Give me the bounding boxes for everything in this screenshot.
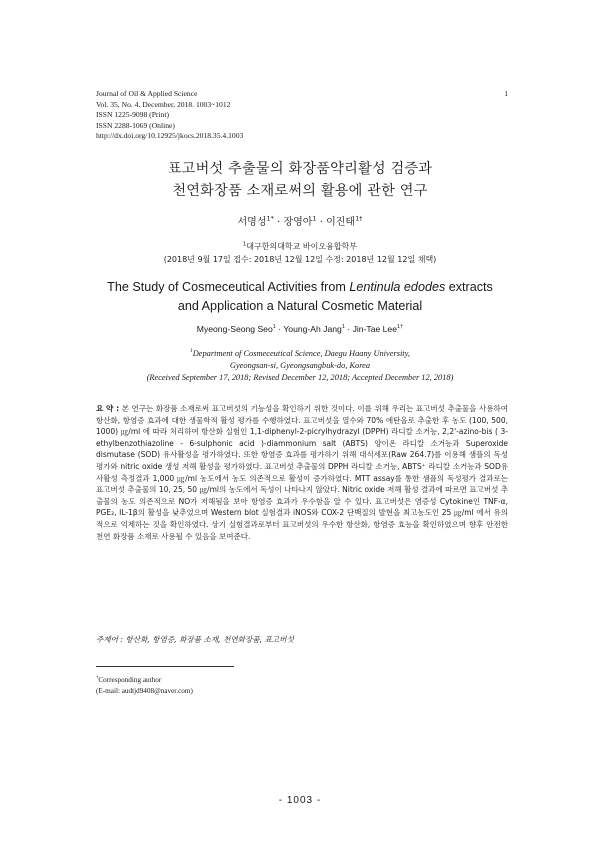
footnote bbox=[96, 675, 193, 697]
korean-affiliation: 대구한의대학교 바이오융합학부 bbox=[246, 242, 358, 251]
english-title-species: Lentinula edodes bbox=[349, 280, 446, 294]
korean-title-line1: 표고버섯 추출물의 화장품약리활성 검증과 bbox=[167, 161, 433, 177]
english-affiliation-sup: 1 bbox=[190, 348, 193, 355]
journal-meta bbox=[96, 89, 243, 142]
english-authors bbox=[0, 324, 600, 334]
english-author-2: Young-Ah Jang bbox=[283, 324, 342, 334]
journal-name: Journal of Oil & Applied Science bbox=[96, 89, 198, 98]
english-affiliation-block bbox=[0, 348, 600, 384]
english-title-line1 bbox=[0, 278, 600, 297]
korean-author-3: 이진태 bbox=[326, 217, 356, 228]
english-title bbox=[0, 278, 600, 316]
korean-author-1: 서명성 bbox=[237, 217, 267, 228]
english-author-2-sup: 1 bbox=[341, 324, 345, 331]
issn-print: ISSN 1225-9098 (Print) bbox=[96, 110, 169, 120]
korean-title bbox=[0, 158, 600, 202]
abstract bbox=[96, 403, 508, 542]
english-title-pre: The Study of Cosmeceutical Activities from bbox=[107, 280, 350, 294]
journal-volume: Vol. 35, No. 4. December, 2018. 1003~1012 bbox=[96, 99, 231, 109]
footnote-mark: † bbox=[96, 675, 99, 681]
english-affiliation-line2: Gyeongsan-si, Gyeongsangbuk-do, Korea bbox=[229, 361, 371, 370]
korean-author-2: 장영아 bbox=[283, 217, 313, 228]
korean-author-sep-2: · bbox=[316, 217, 327, 228]
english-author-3-sup: 1† bbox=[397, 324, 404, 331]
english-author-1: Myeong-Seong Seo bbox=[196, 324, 273, 334]
english-title-line2: and Application a Natural Cosmetic Material bbox=[177, 299, 423, 313]
korean-author-1-sup: 1* bbox=[266, 214, 274, 223]
footnote-email: (E-mail: audtjd9408@naver.com) bbox=[96, 687, 193, 695]
doi-link[interactable]: http://dx.doi.org/10.12925/jkocs.2018.35.4.1003 bbox=[96, 131, 244, 141]
keywords-text: 항산화, 항염증, 화장품 소재, 천연화장품, 표고버섯 bbox=[125, 635, 294, 644]
issn-online: ISSN 2288-1069 (Online) bbox=[96, 120, 175, 130]
english-title-post: extracts bbox=[445, 280, 493, 294]
abstract-text: 본 연구는 화장품 소재로써 표고버섯의 기능성을 확인하기 위한 것이다. 이를 위해 우리는 표고버섯 추출물을 사용하여 항산화, 항염증 효과에 대한 생물학적 활성 평가를 수행하였다. 표고버섯을 열수와 70% 에탄올로 추출한 후 농도 (100, 500, 1000) ㎍/ml 에 따라 처리하여 항산화 실험인 1,1-diphenyl-2-picrylhydrazyl (DPPH) 라디칼 소거능, 2,2'-azino-bis ( 3-ethylbenzothiazoline - 6-sulphonic acid )-diammonium salt (ABTS) 양이온 라디칼 소거능과 Superoxide dismutase (SOD) 유사활성을 평가하였다. 또한 항염증 효과를 평가하기 위해 대식세포(Raw 264.7)를 이용해 샘플의 독성평가와 nitric oxide 생성 저해 활성을 평가하였다. 표고버섯 추출물의 DPPH 라디칼 소거능, ABTS⁺ 라디칼 소거능과 SOD유사활성 측정결과 1,000 ㎍/ml 농도에서 농도 의존적으로 활성이 증가하였다. MTT assay를 통한 샘플의 독성평가 결과로는 표고버섯 추출물의 10, 25, 50 ㎍/ml의 농도에서 독성이 나타나지 않았다. Nitric oxide 저해 활성 결과에 따르면 표고버섯 추출물의 농도 의존적으로 NO가 저해됨을 보아 항염증 효과가 우수함을 알 수 있다. 표고버섯은 염증성 Cytokine인 TNF-α, PGE₂, IL-1β의 활성을 낮추었으며 Western blot 실험결과 iNOS와 COX-2 단백질의 발현을 최고농도인 25 ㎍/ml 에서 유의적으로 억제하는 것을 확인하였다. 상기 실험결과로부터 표고버섯의 우수한 항산화, 항염증 효능을 확인하였으며 향후 안전한 천연 화장품 소재로 사용될 수 있음을 보여준다. bbox=[96, 404, 508, 541]
korean-author-sep-1: · bbox=[273, 217, 284, 228]
keywords-label: 주제어 : bbox=[96, 635, 123, 644]
footnote-line1: Corresponding author bbox=[98, 676, 162, 684]
english-author-1-sup: 1 bbox=[272, 324, 276, 331]
english-author-sep-1: · bbox=[275, 324, 284, 334]
footnote-divider bbox=[96, 666, 234, 667]
english-affiliation-line1: Department of Cosmeceutical Science, Daegu Haany University, bbox=[192, 349, 410, 358]
korean-affiliation-block bbox=[0, 240, 600, 266]
footer-page-number: - 1003 - bbox=[278, 795, 322, 806]
abstract-label: 요 약 : bbox=[96, 404, 120, 413]
korean-author-3-sup: 1† bbox=[355, 214, 363, 223]
korean-dates: (2018년 9월 17일 접수: 2018년 12월 12일 수정: 2018년 12월 12일 채택) bbox=[163, 255, 437, 264]
korean-title-line2: 천연화장품 소재로써의 활용에 관한 연구 bbox=[172, 183, 428, 199]
english-dates: (Received September 17, 2018; Revised December 12, 2018; Accepted December 12, 2018) bbox=[146, 373, 454, 382]
header-page-number: 1 bbox=[504, 89, 508, 98]
keywords bbox=[96, 634, 516, 645]
korean-affiliation-sup: 1 bbox=[242, 241, 247, 248]
korean-author-2-sup: 1 bbox=[312, 214, 317, 223]
english-author-sep-2: · bbox=[344, 324, 353, 334]
english-author-3: Jin-Tae Lee bbox=[352, 324, 397, 334]
korean-authors bbox=[0, 213, 600, 228]
